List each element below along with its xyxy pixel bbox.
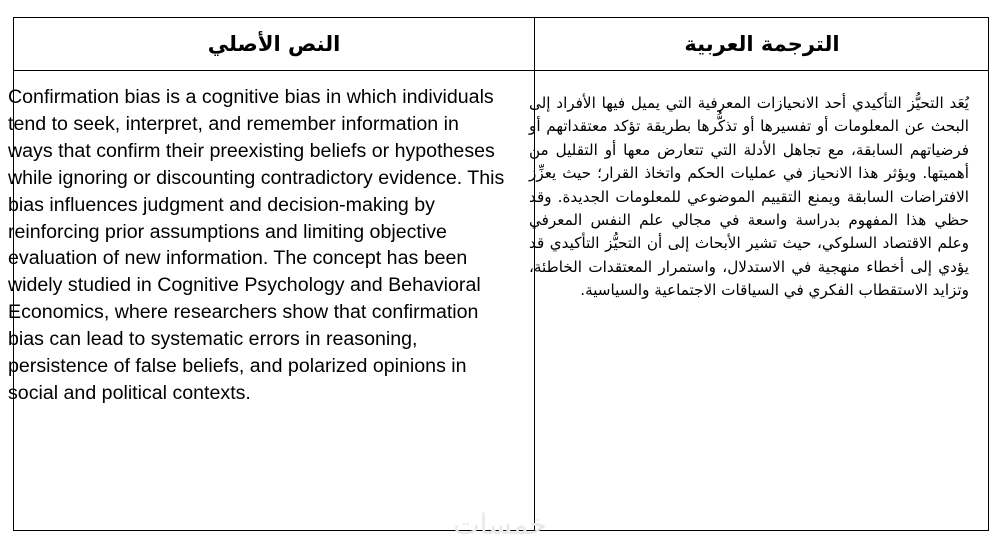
original-text-cell: Confirmation bias is a cognitive bias in which individuals tend to seek, interpret, and remember information in ways that confirm their preexisting beliefs or hypotheses while ignoring or discounting contradictory evidence. This bias influences judgment and decision-making by reinforcing prior assumptions and limiting objective evaluation of new information. The concept has been widely studied in Cognitive Psychology and Behavioral Economics, where researchers show that confirmation bias can lead to systematic errors in reasoning, persistence of false beliefs, and polarized opinions in social and political contexts. [8,86,505,404]
header-original-text: النص الأصلي [207,32,341,56]
header-divider [14,70,988,71]
translated-text-cell: يُعَد التحيُّز التأكيدي أحد الانحيازات المعرفية التي يميل فيها الأفراد إلى البحث عن المعلومات أو تفسيرها أو تذكُّرها بطريقة تؤكد معتقداتهم أو فرضياتهم السابقة، مع تجاهل الأدلة التي تتعارض معها أو التقليل من أهميتها. ويؤثر هذا الانحياز في عمليات الحكم واتخاذ القرار؛ حيث يعزِّز الافتراضات السابقة ويمنع التقييم الموضوعي للمعلومات الجديدة. وقد حظي هذا المفهوم بدراسة واسعة في مجالي علم النفس المعرفي وعلم الاقتصاد السلوكي، حيث تشير الأبحاث إلى أن التحيُّز التأكيدي قد يؤدي إلى أخطاء منهجية في الاستدلال، واستمرار المعتقدات الخاطئة، وتزايد الاستقطاب الفكري في السياقات الاجتماعية والسياسية. [529,94,969,300]
header-arabic-translation: الترجمة العربية [684,32,840,56]
watermark-logo: خمسات [453,508,547,541]
